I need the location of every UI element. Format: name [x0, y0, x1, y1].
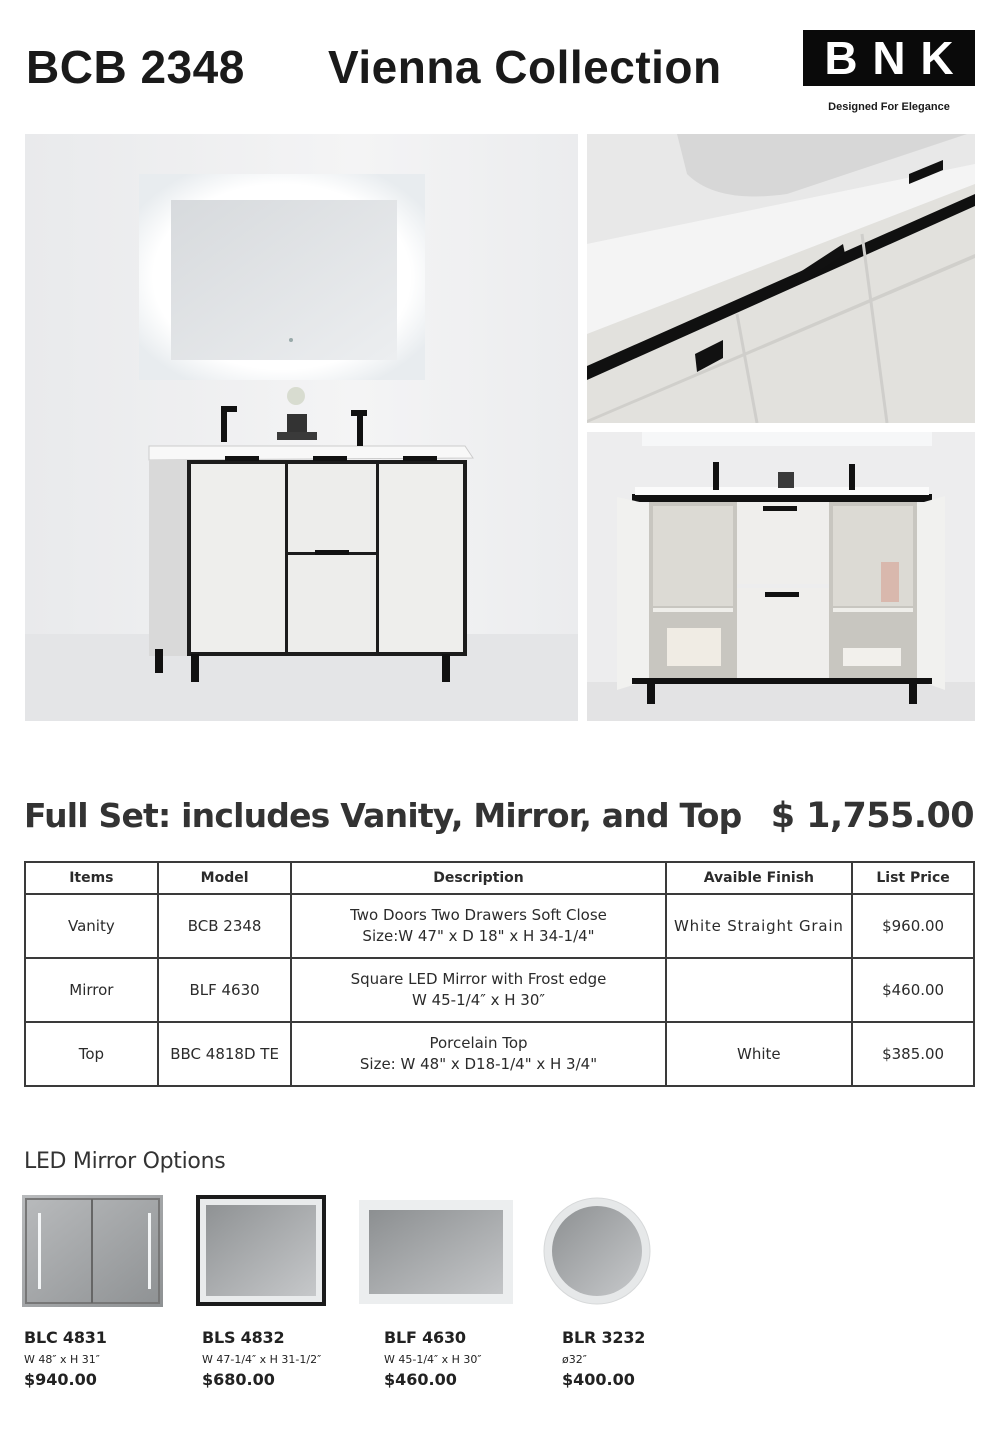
led-option-blr [562, 1328, 645, 1389]
option-model: BLR 3232 [562, 1328, 646, 1347]
description-size: Size: W 48" x D18-1/4" x H 3/4" [359, 1055, 598, 1073]
description-cell [291, 958, 665, 1022]
option-price: $940.00 [24, 1370, 97, 1389]
full-set-label: Full Set: includes Vanity, Mirror, and Top [24, 796, 742, 835]
mirror-black-frame-image [196, 1195, 326, 1306]
description-line: Porcelain Top [429, 1034, 528, 1052]
price-cell: $385.00 [852, 1022, 974, 1086]
items-table [24, 861, 975, 1087]
price-cell: $460.00 [852, 958, 974, 1022]
vanity-main-photo [25, 134, 578, 721]
led-options-title: LED Mirror Options [24, 1149, 226, 1174]
table-row [25, 894, 974, 958]
header-finish: Avaible Finish [666, 862, 853, 894]
option-model: BLS 4832 [202, 1328, 285, 1347]
option-size: ø32″ [562, 1353, 587, 1366]
full-set-price: $ 1,755.00 [770, 796, 974, 836]
logo-letter-k: K [920, 32, 954, 84]
description-cell [291, 894, 665, 958]
logo-letter-n: N [872, 32, 906, 84]
model-cell: BCB 2348 [158, 894, 292, 958]
option-price: $680.00 [202, 1370, 275, 1389]
header-items: Items [25, 862, 158, 894]
mirror-round-image [543, 1197, 651, 1305]
price-cell: $960.00 [852, 894, 974, 958]
model-cell: BLF 4630 [158, 958, 292, 1022]
led-option-bls [202, 1328, 321, 1389]
item-cell: Top [25, 1022, 158, 1086]
option-size: W 47-1/4″ x H 31-1/2″ [202, 1353, 322, 1366]
option-model: BLF 4630 [384, 1328, 466, 1347]
table-row [25, 1022, 974, 1086]
item-cell: Mirror [25, 958, 158, 1022]
option-model: BLC 4831 [24, 1328, 107, 1347]
finish-cell [666, 958, 853, 1022]
model-cell: BBC 4818D TE [158, 1022, 292, 1086]
mirror-frost-edge-image [359, 1200, 513, 1304]
header-list-price: List Price [852, 862, 974, 894]
description-size: Size:W 47" x D 18" x H 34-1/4" [362, 927, 595, 945]
item-cell: Vanity [25, 894, 158, 958]
description-line: Square LED Mirror with Frost edge [350, 970, 607, 988]
model-title: BCB 2348 [26, 41, 245, 93]
table-header-row [25, 862, 974, 894]
option-size: W 45-1/4″ x H 30″ [384, 1353, 482, 1366]
vanity-detail-photo [587, 134, 975, 423]
table-row [25, 958, 974, 1022]
header-description: Description [291, 862, 665, 894]
option-price: $460.00 [384, 1370, 457, 1389]
vanity-open-photo [587, 432, 975, 721]
description-size: W 45-1/4″ x H 30″ [412, 991, 545, 1009]
brand-tagline: Designed For Elegance [828, 101, 950, 113]
description-cell [291, 1022, 665, 1086]
brand-logo [803, 30, 975, 86]
finish-cell: White Straight Grain [666, 894, 853, 958]
finish-cell: White [666, 1022, 853, 1086]
collection-title: Vienna Collection [328, 41, 722, 93]
header-model: Model [158, 862, 292, 894]
mirror-cabinet-image [22, 1195, 163, 1307]
led-option-blc [24, 1328, 107, 1389]
led-option-blf [384, 1328, 482, 1389]
description-line: Two Doors Two Drawers Soft Close [350, 906, 607, 924]
option-price: $400.00 [562, 1370, 635, 1389]
option-size: W 48″ x H 31″ [24, 1353, 100, 1366]
logo-letter-b: B [824, 32, 858, 84]
